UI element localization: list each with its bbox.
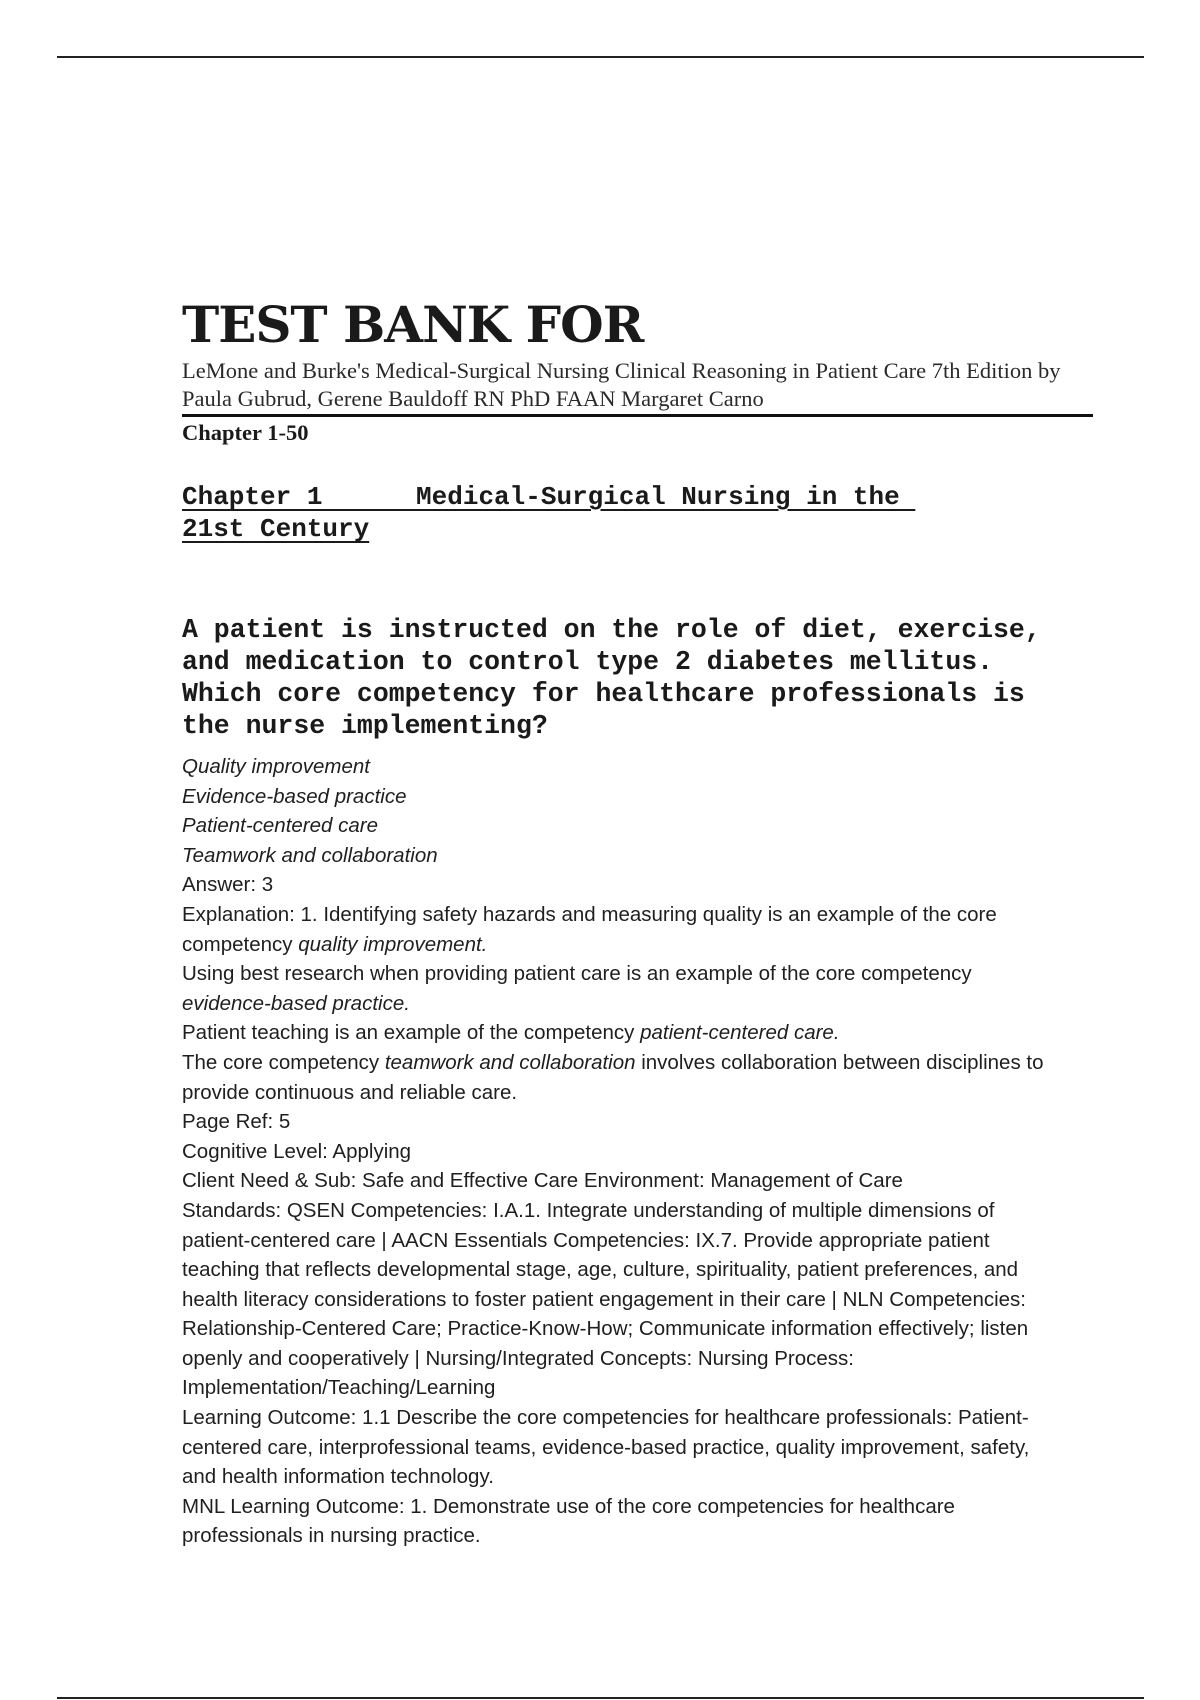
chapter-title-line1: Chapter 1 Medical-Surgical Nursing in the <box>182 482 916 512</box>
explanation-1: Explanation: 1. Identifying safety hazards and measuring quality is an example of the core competency quality improvement. <box>182 902 997 956</box>
top-rule <box>57 56 1144 58</box>
client-need: Client Need & Sub: Safe and Effective Care Environment: Management of Care <box>182 1169 903 1193</box>
option-2: Evidence-based practice <box>182 784 407 808</box>
chapter-range: Chapter 1-50 <box>182 420 309 445</box>
explanation-2: Using best research when providing patient care is an example of the core competency evidence-based practice. <box>182 962 972 1015</box>
page-title: TEST BANK FOR <box>182 295 644 354</box>
option-1: Quality improvement <box>182 755 370 778</box>
explanation-4: The core competency teamwork and collaboration involves collaboration between disciplines to provide continuous and reliable care. <box>182 1050 1044 1104</box>
question-stem: A patient is instructed on the role of diet, exercise, and medication to control type 2 diabetes mellitus. Which core competency for healthcare professionals is the nurse implementing? <box>182 615 1041 741</box>
bottom-rule <box>57 1697 1144 1699</box>
option-4: Teamwork and collaboration <box>182 843 438 867</box>
answer: Answer: 3 <box>182 873 274 897</box>
page-ref: Page Ref: 5 <box>182 1110 291 1134</box>
title-rule <box>182 414 1093 417</box>
cognitive-level: Cognitive Level: Applying <box>182 1139 412 1163</box>
chapter-title <box>182 481 1092 545</box>
question-body <box>182 752 1062 1551</box>
chapter-title-line2: 21st Century <box>182 514 370 544</box>
mnl-learning-outcome: MNL Learning Outcome: 1. Demonstrate use of the core competencies for healthcare professionals in nursing practice. <box>182 1494 955 1548</box>
standards: Standards: QSEN Competencies: I.A.1. Integrate understanding of multiple dimensions of patient-centered care | AACN Essentials Competencies: IX.7. Provide appropriate patient teaching that reflects developmental stage, age, culture, spirituality, patient preferences, and health literacy considerations to foster patient engagement in their care | NLN Competencies: Relationship-Centered Care; Practice-Know-How; Communicate information effectively; listen openly and cooperatively | Nursing/Integrated Concepts: Nursing Process: Implementation/Teaching/Learning <box>182 1198 1029 1400</box>
explanation-3: Patient teaching is an example of the competency patient-centered care. <box>182 1021 840 1045</box>
learning-outcome: Learning Outcome: 1.1 Describe the core competencies for healthcare professionals: Patient-centered care, interprofessional teams, evidence-based practice, quality improvement, safety, and health information technology. <box>182 1406 1030 1489</box>
option-3: Patient-centered care <box>182 814 379 838</box>
book-subtitle: LeMone and Burke's Medical-Surgical Nursing Clinical Reasoning in Patient Care 7th Edition by Paula Gubrud, Gerene Bauldoff RN PhD FAAN Margaret Carno <box>182 358 1061 411</box>
